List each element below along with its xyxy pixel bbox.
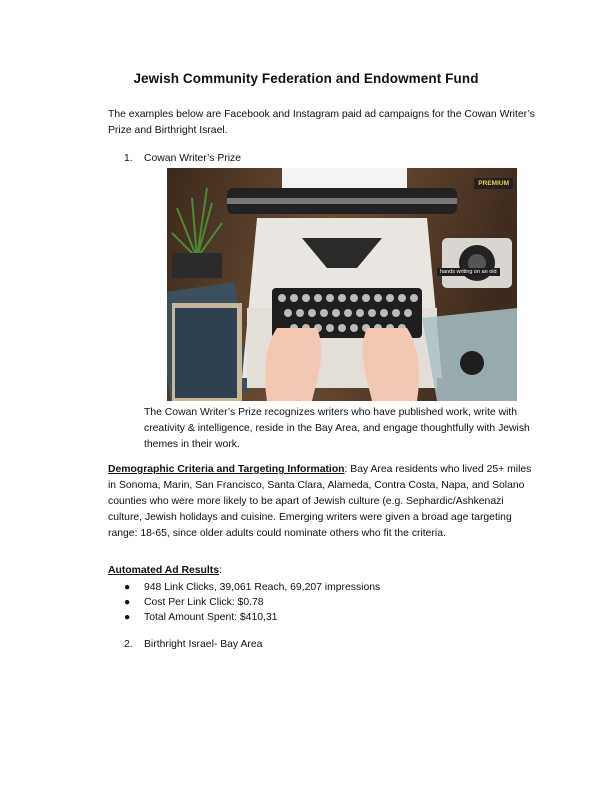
list-item-cowan xyxy=(124,151,241,167)
list-label: Cowan Writer’s Prize xyxy=(144,153,242,164)
results-list xyxy=(124,580,380,625)
list-item xyxy=(124,580,380,595)
results-heading-line xyxy=(108,565,222,576)
bullet-text: Total Amount Spent: $410,31 xyxy=(144,612,278,623)
list-item xyxy=(124,610,380,625)
bullet-text: Cost Per Link Click: $0.78 xyxy=(144,597,264,608)
demographic-heading: Demographic Criteria and Targeting Information xyxy=(108,464,345,475)
document-title: Jewish Community Federation and Endowment Fund xyxy=(133,71,479,86)
list-label: Birthright Israel- Bay Area xyxy=(144,639,263,650)
results-heading: Automated Ad Results xyxy=(108,565,220,576)
list-number: 2. xyxy=(124,639,133,650)
premium-badge: PREMIUM xyxy=(474,178,513,189)
bullet-icon: ● xyxy=(124,582,131,593)
results-colon: : xyxy=(219,565,222,576)
intro-paragraph: The examples below are Facebook and Instagram paid ad campaigns for the Cowan Writer’s Prize and Birthright Israel. xyxy=(108,109,535,136)
list-number: 1. xyxy=(124,153,133,164)
typewriter-photo xyxy=(167,168,517,401)
list-item xyxy=(124,595,380,610)
cowan-description: The Cowan Writer’s Prize recognizes writers who have published work, write with creativity & intelligence, reside in the Bay Area, and engage thoughtfully with Jewish themes in their work. xyxy=(144,407,530,450)
list-item-birthright xyxy=(124,637,262,653)
typewriter-illustration xyxy=(167,168,517,401)
image-tooltip: hands writing on an old xyxy=(437,268,500,276)
bullet-icon: ● xyxy=(124,612,131,623)
demographic-text: : Bay Area residents who lived 25+ miles in Sonoma, Marin, San Francisco, Santa Clara, Alameda, Contra Costa, Napa, and Solano counties who were more likely to be apart of Jewish culture (e.g. Sephardic/Ashkenazi culture, Jewish holidays and cuisine. Emerging writers were given a broad age targeting range: 18-65, since older adults could nominate others who fit the criteria. xyxy=(108,464,532,539)
bullet-icon: ● xyxy=(124,597,131,608)
bullet-text: 948 Link Clicks, 39,061 Reach, 69,207 impressions xyxy=(144,582,381,593)
demographic-paragraph xyxy=(108,462,536,542)
